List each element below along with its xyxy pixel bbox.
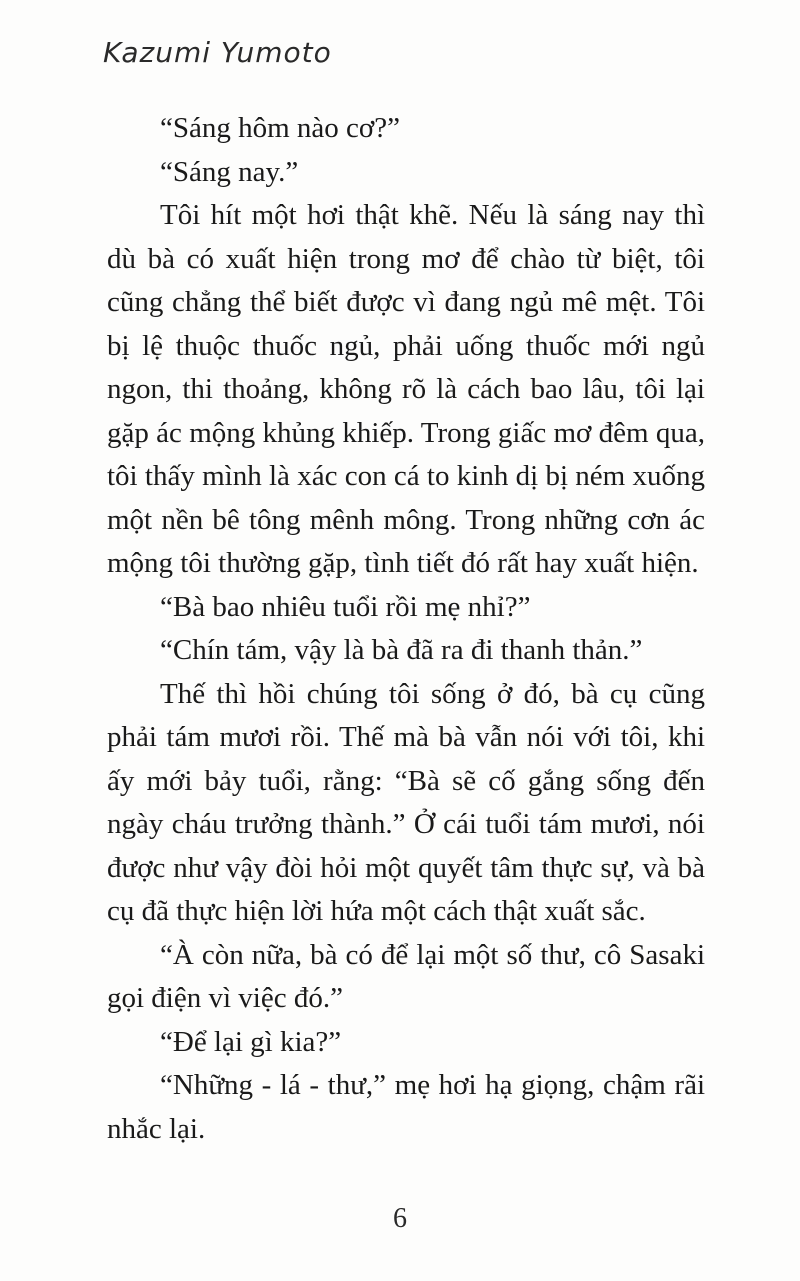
paragraph: “Chín tám, vậy là bà đã ra đi thanh thản.” — [160, 634, 643, 666]
paragraph: “Bà bao nhiêu tuổi rồi mẹ nhỉ?” — [160, 590, 531, 623]
paragraph: “Sáng hôm nào cơ?” — [160, 112, 401, 144]
paragraph: “Sáng nay.” — [160, 155, 299, 188]
running-head-author: Kazumi Yumoto — [103, 36, 332, 69]
paragraph: “Để lại gì kia?” — [160, 1025, 342, 1058]
paragraph: “À còn nữa, bà có để lại một số thư, cô Sasaki gọi điện vì việc đó.” — [107, 938, 705, 1014]
paragraph: “Những - lá - thư,” mẹ hơi hạ giọng, chậm rãi nhắc lại. — [107, 1069, 705, 1145]
page-number: 6 — [393, 1203, 407, 1234]
paragraph: Thế thì hồi chúng tôi sống ở đó, bà cụ cũng phải tám mươi rồi. Thế mà bà vẫn nói với tôi, khi ấy mới bảy tuổi, rằng: “Bà sẽ cố gắng sống đến ngày cháu trưởng thành.” Ở cái tuổi tám mươi, nói được như vậy đòi hỏi một quyết tâm thực sự, và bà cụ đã thực hiện lời hứa một cách thật xuất sắc. — [107, 677, 705, 927]
paragraph: Tôi hít một hơi thật khẽ. Nếu là sáng nay thì dù bà có xuất hiện trong mơ để chào từ biệt, tôi cũng chẳng thể biết được vì đang ngủ mê mệt. Tôi bị lệ thuộc thuốc ngủ, phải uống thuốc mới ngủ ngon, thi thoảng, không rõ là cách bao lâu, tôi lại gặp ác mộng khủng khiếp. Trong giấc mơ đêm qua, tôi thấy mình là xác con cá to kinh dị bị ném xuống một nền bê tông mênh mông. Trong những cơn ác mộng tôi thường gặp, tình tiết đó rất hay xuất hiện. — [107, 199, 705, 579]
body-text — [107, 107, 705, 1151]
